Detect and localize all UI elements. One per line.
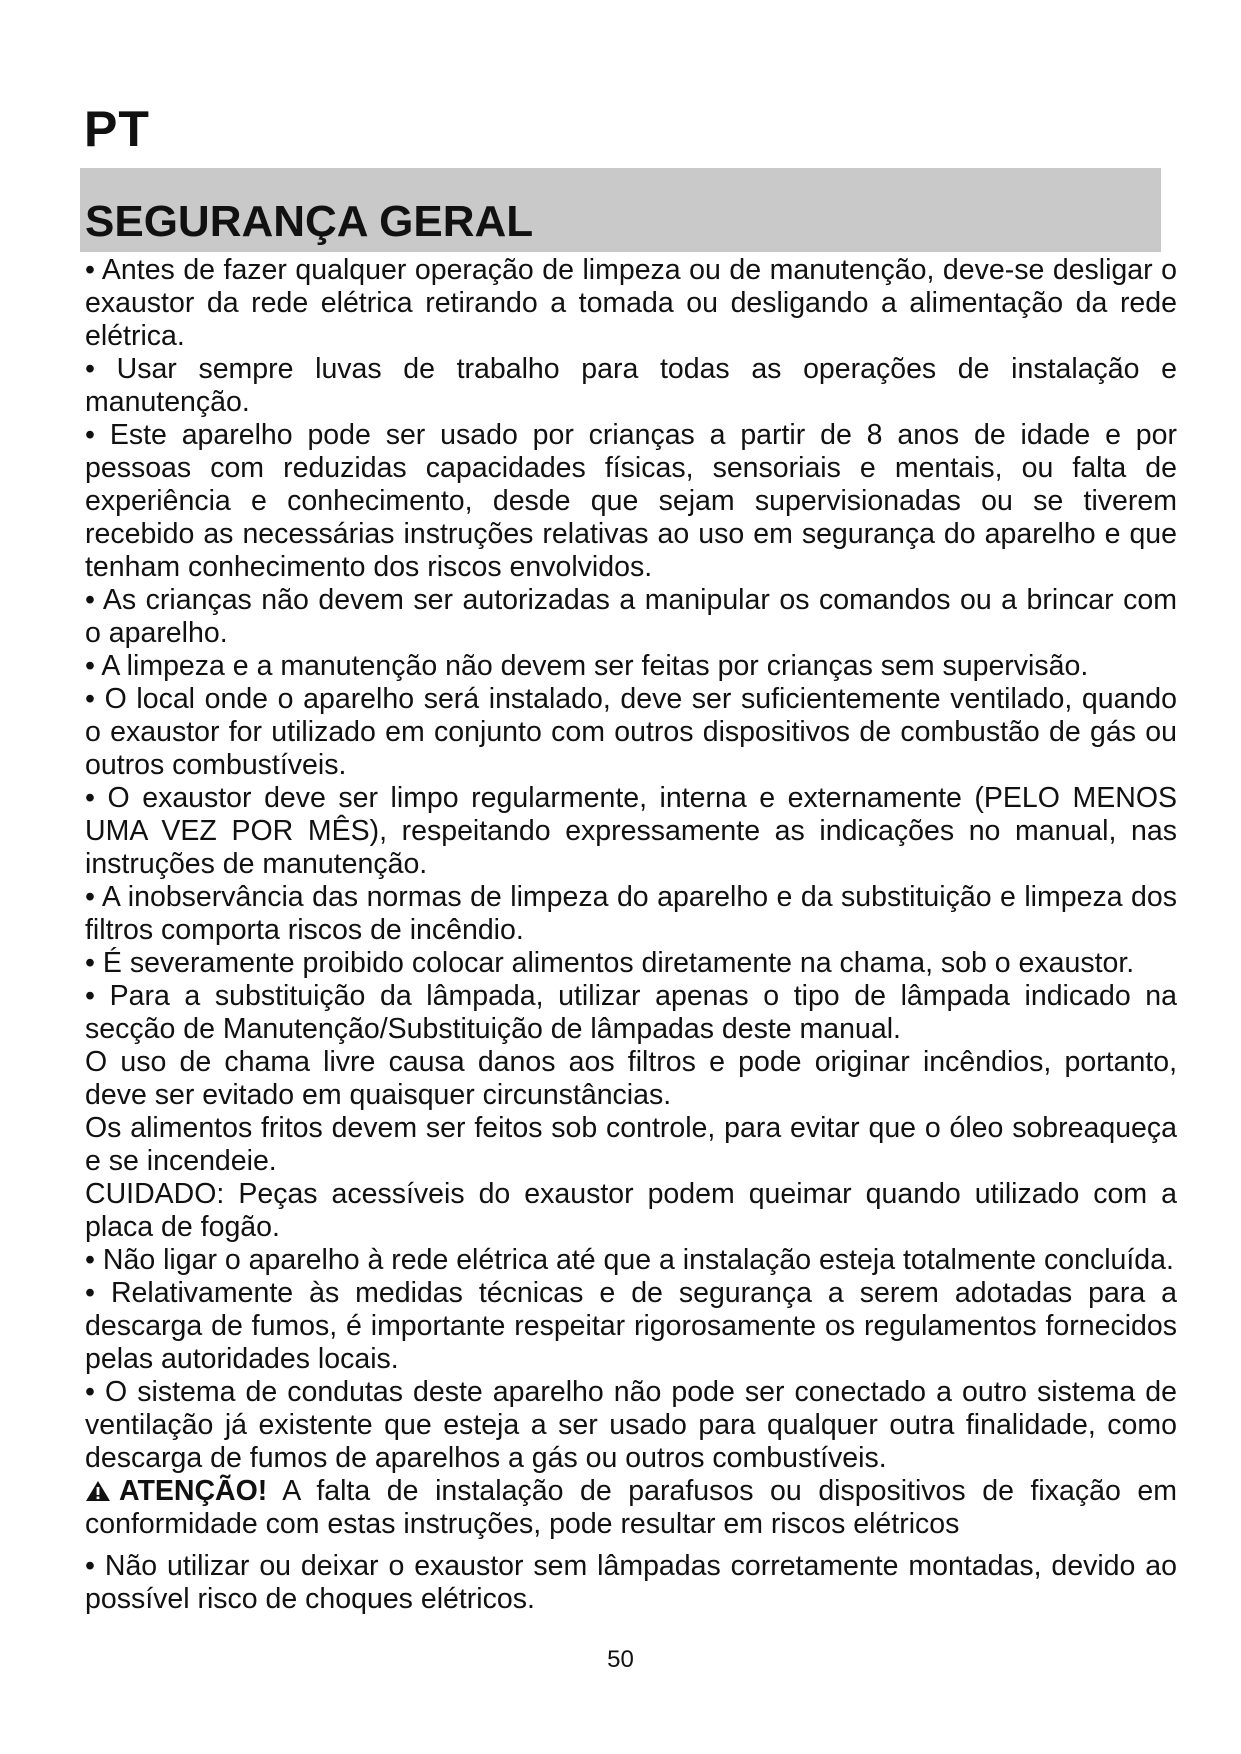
warning-paragraph: [85, 1475, 1177, 1541]
paragraph: • O exaustor deve ser limpo regularmente, interna e externamente (PELO MENOS UMA VEZ POR MÊS), respeitando expressamente as indicações no manual, nas instruções de manutenção.: [85, 782, 1177, 880]
paragraph: • Não utilizar ou deixar o exaustor sem lâmpadas corretamente montadas, devido ao possível risco de choques elétricos.: [85, 1550, 1177, 1615]
paragraph: O uso de chama livre causa danos aos filtros e pode originar incêndios, portanto, deve ser evitado em quaisquer circunstâncias.: [85, 1046, 1177, 1111]
paragraph: • É severamente proibido colocar alimentos diretamente na chama, sob o exaustor.: [85, 947, 1135, 979]
safety-instructions: [85, 254, 1177, 1616]
paragraph: • Usar sempre luvas de trabalho para todas as operações de instalação e manutenção.: [85, 353, 1177, 418]
warning-text: A falta de instalação de parafusos ou dispositivos de fixação em conformidade com estas instruções, pode resultar em riscos elétricos: [85, 1475, 1177, 1540]
paragraph: • Antes de fazer qualquer operação de limpeza ou de manutenção, deve-se desligar o exaustor da rede elétrica retirando a tomada ou desligando a alimentação da rede elétrica.: [85, 254, 1177, 352]
warning-label: ATENÇÃO!: [119, 1475, 268, 1507]
warning-triangle-icon: [85, 1480, 111, 1502]
paragraph: • Este aparelho pode ser usado por crianças a partir de 8 anos de idade e por pessoas com reduzidas capacidades físicas, sensoriais e mentais, ou falta de experiência e conhecimento, desde que sejam supervisionadas ou se tiverem recebido as necessárias instruções relativas ao uso em segurança do aparelho e que tenham conhecimento dos riscos envolvidos.: [85, 419, 1177, 583]
paragraph: • Para a substituição da lâmpada, utilizar apenas o tipo de lâmpada indicado na secção de Manutenção/Substituição de lâmpadas deste manual.: [85, 980, 1177, 1045]
section-title: SEGURANÇA GERAL: [85, 197, 534, 246]
paragraph: Os alimentos fritos devem ser feitos sob controle, para evitar que o óleo sobreaqueça e se incendeie.: [85, 1112, 1177, 1177]
paragraph: • As crianças não devem ser autorizadas a manipular os comandos ou a brincar com o aparelho.: [85, 584, 1177, 649]
paragraph: • A limpeza e a manutenção não devem ser feitas por crianças sem supervisão.: [85, 650, 1089, 682]
paragraph: CUIDADO: Peças acessíveis do exaustor podem queimar quando utilizado com a placa de fogão.: [85, 1178, 1177, 1243]
paragraph: • A inobservância das normas de limpeza do aparelho e da substituição e limpeza dos filtros comporta riscos de incêndio.: [85, 881, 1177, 946]
paragraph: • O local onde o aparelho será instalado, deve ser suficientemente ventilado, quando o exaustor for utilizado em conjunto com outros dispositivos de combustão de gás ou outros combustíveis.: [85, 683, 1177, 781]
paragraph: • O sistema de condutas deste aparelho não pode ser conectado a outro sistema de ventilação já existente que esteja a ser usado para qualquer outra finalidade, como descarga de fumos de aparelhos a gás ou outros combustíveis.: [85, 1376, 1177, 1474]
language-code: PT: [84, 101, 150, 157]
page-number: 50: [607, 1646, 634, 1673]
paragraph: • Não ligar o aparelho à rede elétrica até que a instalação esteja totalmente concluída.: [85, 1244, 1174, 1276]
paragraph: • Relativamente às medidas técnicas e de segurança a serem adotadas para a descarga de fumos, é importante respeitar rigorosamente os regulamentos fornecidos pelas autoridades locais.: [85, 1277, 1177, 1375]
